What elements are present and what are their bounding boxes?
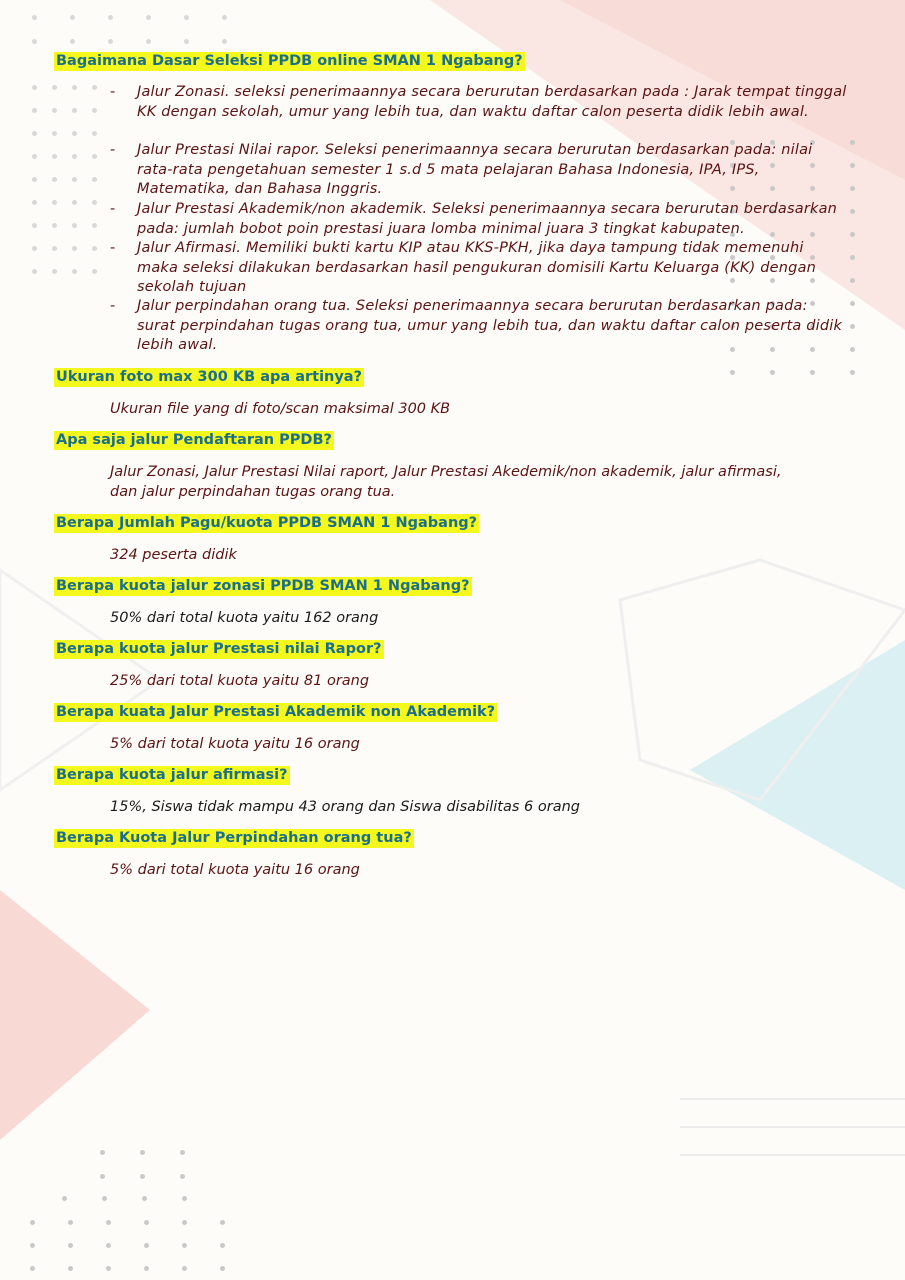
decor-dot — [32, 39, 37, 44]
faq-question-zonasi-quota: Berapa kuota jalur zonasi PPDB SMAN 1 Ngabang? — [56, 578, 470, 594]
decor-dot — [850, 324, 855, 329]
faq-answer-afirmasi-quota: 15%, Siswa tidak mampu 43 orang dan Siswa disabilitas 6 orang — [110, 799, 580, 815]
decor-dot — [850, 301, 855, 306]
decor-dot — [52, 154, 57, 159]
decor-dot — [62, 1196, 67, 1201]
decor-dot — [68, 1243, 73, 1248]
decor-dot — [108, 39, 113, 44]
decor-dot — [52, 246, 57, 251]
decor-dot — [72, 154, 77, 159]
faq-question-akademik-quota: Berapa kuata Jalur Prestasi Akademik non Akademik? — [56, 704, 496, 720]
decor-dot — [730, 370, 735, 375]
decor-dot — [30, 1220, 35, 1225]
faq-question-perpindahan-quota: Berapa Kuota Jalur Perpindahan orang tua? — [56, 830, 412, 846]
decor-dot — [30, 1266, 35, 1271]
faq-question-basis: Bagaimana Dasar Seleksi PPDB online SMAN 1 Ngabang? — [56, 53, 523, 69]
decor-dot — [180, 1174, 185, 1179]
decor-dot — [52, 223, 57, 228]
decor-dot — [92, 131, 97, 136]
decor-dot — [52, 108, 57, 113]
faq-answer-perpindahan-quota: 5% dari total kuota yaitu 16 orang — [110, 862, 360, 878]
list-item-zonasi: Jalur Zonasi. seleksi penerimaannya secara berurutan berdasarkan pada : Jarak tempat tinggal KK dengan sekolah, umur yang lebih tua, dan waktu daftar calon peserta didik lebih awal. — [137, 84, 847, 120]
decor-dot — [850, 255, 855, 260]
decor-dot — [68, 1266, 73, 1271]
decor-dot — [220, 1243, 225, 1248]
decor-dot — [32, 177, 37, 182]
decor-dot — [70, 39, 75, 44]
decor-dot — [72, 131, 77, 136]
decor-dot — [32, 85, 37, 90]
decor-dot — [72, 108, 77, 113]
faq-answer-photo-size: Ukuran file yang di foto/scan maksimal 300 KB — [110, 401, 451, 417]
decor-dot — [222, 39, 227, 44]
decor-dot — [32, 15, 37, 20]
decor-dot — [30, 1243, 35, 1248]
decor-dot — [850, 232, 855, 237]
decor-dot — [184, 39, 189, 44]
decor-dot — [32, 269, 37, 274]
decor-dot — [180, 1150, 185, 1155]
faq-question-registration-paths: Apa saja jalur Pendaftaran PPDB? — [56, 432, 332, 448]
list-bullet: - — [110, 201, 116, 217]
decor-dot — [72, 177, 77, 182]
decor-dot — [146, 39, 151, 44]
faq-answer-total-quota: 324 peserta didik — [110, 547, 237, 563]
decor-dot — [92, 177, 97, 182]
decor-dot — [32, 200, 37, 205]
decor-line — [680, 1098, 905, 1100]
decor-dot — [850, 186, 855, 191]
faq-question-total-quota: Berapa Jumlah Pagu/kuota PPDB SMAN 1 Ngabang? — [56, 515, 478, 531]
decor-dot — [182, 1266, 187, 1271]
decor-dot — [52, 177, 57, 182]
decor-dot — [106, 1266, 111, 1271]
decor-dot — [850, 163, 855, 168]
decor-dot — [140, 1150, 145, 1155]
list-item-afirmasi: Jalur Afirmasi. Memiliki bukti kartu KIP atau KKS-PKH, jika daya tampung tidak memenuhi maka seleksi dilakukan berdasarkan hasil pengukuran domisili Kartu Keluarga (KK) dengan sekolah tujuan — [137, 240, 817, 295]
faq-answer-registration-paths-line1: Jalur Zonasi, Jalur Prestasi Nilai raport, Jalur Prestasi Akedemik/non akademik, jalur afirmasi, — [110, 464, 782, 480]
decor-dot — [220, 1220, 225, 1225]
decor-dot — [68, 1220, 73, 1225]
faq-question-afirmasi-quota: Berapa kuota jalur afirmasi? — [56, 767, 288, 783]
decor-dot — [144, 1266, 149, 1271]
decor-dot — [140, 1174, 145, 1179]
decor-dot — [92, 200, 97, 205]
faq-answer-registration-paths-line2: dan jalur perpindahan tugas orang tua. — [110, 484, 396, 500]
decor-dot — [184, 15, 189, 20]
decor-dot — [32, 223, 37, 228]
decor-dot — [182, 1220, 187, 1225]
decor-dot — [92, 85, 97, 90]
decor-dot — [146, 15, 151, 20]
list-bullet: - — [110, 240, 116, 256]
decor-dot — [102, 1196, 107, 1201]
decor-dot — [144, 1243, 149, 1248]
faq-answer-zonasi-quota: 50% dari total kuota yaitu 162 orang — [110, 610, 379, 626]
decor-dot — [52, 269, 57, 274]
decor-dot — [182, 1243, 187, 1248]
decor-dot — [850, 347, 855, 352]
decor-dot — [770, 370, 775, 375]
decor-dot — [70, 15, 75, 20]
decor-dot — [142, 1196, 147, 1201]
decor-dot — [52, 131, 57, 136]
decor-line — [680, 1126, 905, 1128]
decor-dot — [106, 1220, 111, 1225]
decor-dot — [72, 85, 77, 90]
decor-dot — [72, 246, 77, 251]
decor-dot — [850, 209, 855, 214]
decor-dot — [72, 269, 77, 274]
decor-dot — [850, 140, 855, 145]
decor-dot — [32, 108, 37, 113]
decor-dot — [52, 200, 57, 205]
decor-dot — [810, 370, 815, 375]
decor-dot — [220, 1266, 225, 1271]
decor-dot — [72, 200, 77, 205]
faq-answer-akademik-quota: 5% dari total kuota yaitu 16 orang — [110, 736, 360, 752]
decor-dot — [32, 131, 37, 136]
decor-dot — [52, 85, 57, 90]
decor-dot — [850, 278, 855, 283]
faq-answer-rapor-quota: 25% dari total kuota yaitu 81 orang — [110, 673, 370, 689]
list-bullet: - — [110, 298, 116, 314]
decor-dot — [100, 1174, 105, 1179]
decor-dot — [92, 154, 97, 159]
list-bullet: - — [110, 142, 116, 158]
list-item-perpindahan: Jalur perpindahan orang tua. Seleksi penerimaannya secara berurutan berdasarkan pada: surat perpindahan tugas orang tua, umur yang lebih tua, dan waktu daftar calon peserta didik lebih awal. — [137, 298, 843, 353]
decor-dot — [144, 1220, 149, 1225]
decor-dot — [32, 246, 37, 251]
decor-dot — [106, 1243, 111, 1248]
decor-dot — [92, 108, 97, 113]
decor-dot — [32, 154, 37, 159]
list-item-prestasi-rapor: Jalur Prestasi Nilai rapor. Seleksi penerimaannya secara berurutan berdasarkan pada: nilai rata-rata pengetahuan semester 1 s.d 5 mata pelajaran Bahasa Indonesia, IPA, IPS, Matematika, dan Bahasa Inggris. — [137, 142, 813, 197]
decor-dot — [222, 15, 227, 20]
decor-dot — [92, 223, 97, 228]
list-item-prestasi-akademik: Jalur Prestasi Akademik/non akademik. Seleksi penerimaannya secara berurutan berdasarkan pada: jumlah bobot poin prestasi juara lomba minimal juara 3 tingkat kabupaten. — [137, 201, 838, 237]
decor-dot — [72, 223, 77, 228]
decor-dot — [182, 1196, 187, 1201]
faq-question-photo-size: Ukuran foto max 300 KB apa artinya? — [56, 369, 363, 385]
decor-dot — [92, 246, 97, 251]
decor-dot — [850, 370, 855, 375]
decor-line — [680, 1154, 905, 1156]
decor-dot — [92, 269, 97, 274]
decor-dot — [100, 1150, 105, 1155]
decor-dot — [108, 15, 113, 20]
faq-question-rapor-quota: Berapa kuota jalur Prestasi nilai Rapor? — [56, 641, 382, 657]
list-bullet: - — [110, 84, 116, 100]
